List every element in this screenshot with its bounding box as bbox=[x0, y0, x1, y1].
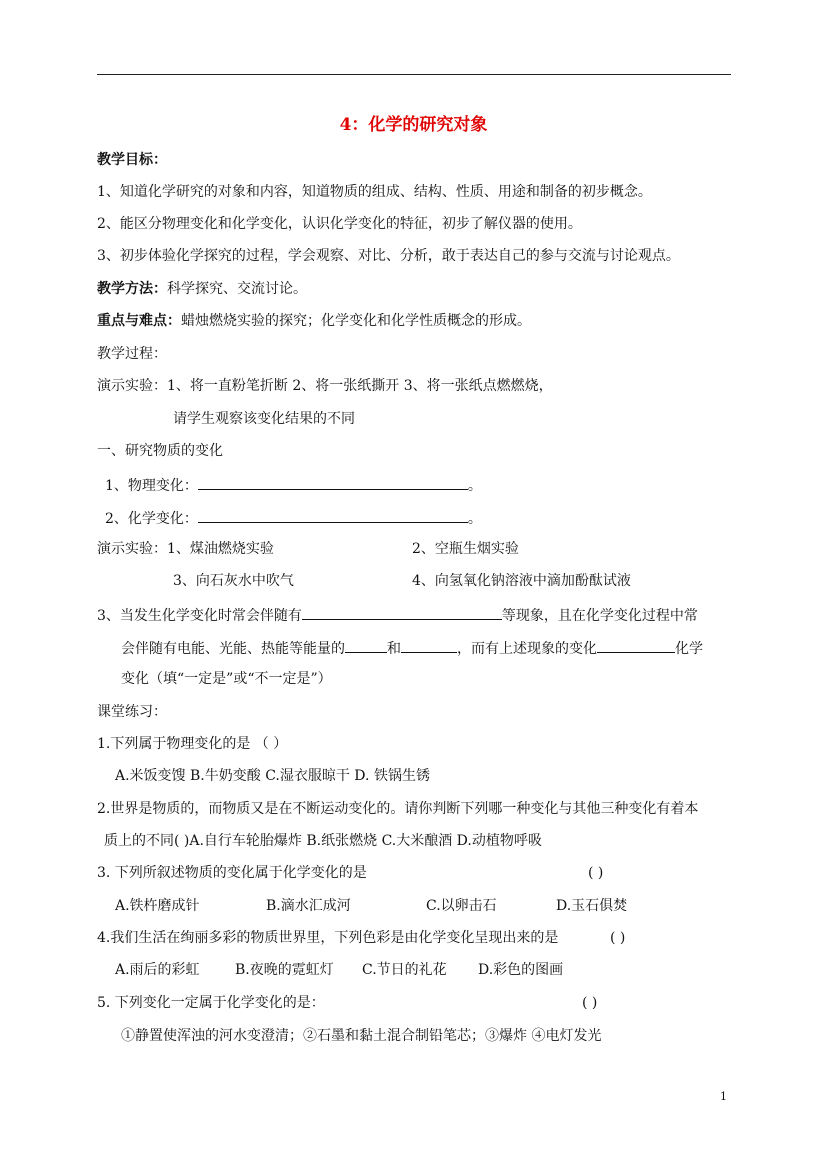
ex3-question: 3. 下列所叙述物质的变化属于化学变化的是 bbox=[97, 865, 367, 881]
ex3-option-b: B.滴水汇成河 bbox=[266, 898, 351, 914]
focus-text: 蜡烛燃烧实验的探究；化学变化和化学性质概念的形成。 bbox=[181, 313, 531, 329]
chemical-line bbox=[105, 508, 482, 528]
goal-item-1: 1、知道化学研究的对象和内容，知道物质的组成、结构、性质、用途和制备的初步概念。 bbox=[97, 184, 652, 200]
header-rule bbox=[97, 74, 731, 75]
q3-text-5: ，而有上述现象的变化 bbox=[457, 641, 597, 657]
q3-line3: 变化（填“一定是”或“不一定是”） bbox=[121, 671, 332, 687]
q3-blank-4[interactable] bbox=[597, 638, 675, 653]
demo2-item-c: 3、向石灰水中吹气 bbox=[173, 573, 294, 589]
q3-blank-3[interactable] bbox=[401, 638, 457, 653]
q3-line1 bbox=[97, 605, 698, 625]
ex4-option-c: C.节日的礼花 bbox=[362, 962, 447, 978]
method-text: 科学探究、交流讨论。 bbox=[167, 281, 307, 297]
page-title: 4：化学的研究对象 bbox=[339, 115, 488, 135]
focus-label: 重点与难点： bbox=[97, 313, 181, 329]
q3-line2 bbox=[121, 638, 703, 658]
ex4-question: 4.我们生活在绚丽多彩的物质世界里，下列色彩是由化学变化呈现出来的是 bbox=[97, 930, 559, 946]
goal-item-3: 3、初步体验化学探究的过程，学会观察、对比、分析，敢于表达自己的参与交流与讨论观点。 bbox=[97, 248, 680, 264]
chemical-blank[interactable] bbox=[198, 508, 468, 523]
method-label: 教学方法： bbox=[97, 281, 167, 297]
focus-line bbox=[97, 312, 531, 330]
physical-line bbox=[105, 475, 482, 495]
ex3-option-d: D.玉石俱焚 bbox=[556, 898, 628, 914]
ex3-option-a: A.铁杵磨成针 bbox=[115, 898, 200, 914]
demo2-item-d: 4、向氢氧化钠溶液中滴加酚酞试液 bbox=[412, 573, 631, 589]
physical-blank[interactable] bbox=[198, 475, 468, 490]
goals-heading: 教学目标： bbox=[97, 152, 167, 168]
q3-text-1: 3、当发生化学变化时常会伴随有 bbox=[97, 608, 302, 624]
section-heading: 一、研究物质的变化 bbox=[97, 443, 223, 459]
physical-label: 1、物理变化： bbox=[105, 478, 198, 494]
q3-text-6: 化学 bbox=[675, 641, 703, 657]
demo1-line2: 请学生观察该变化结果的不同 bbox=[173, 411, 355, 427]
method-line bbox=[97, 280, 307, 298]
chemical-label: 2、化学变化： bbox=[105, 511, 198, 527]
q3-blank-1[interactable] bbox=[302, 605, 502, 620]
ex1-options: A.米饭变馊 B.牛奶变酸 C.湿衣服晾干 D. 铁锅生锈 bbox=[115, 768, 430, 784]
process-heading: 教学过程： bbox=[97, 346, 167, 362]
ex4-option-a: A.雨后的彩虹 bbox=[115, 962, 200, 978]
demo2-label: 演示实验： bbox=[97, 541, 167, 557]
ex3-option-c: C.以卵击石 bbox=[426, 898, 497, 914]
q3-text-2: 等现象，且在化学变化过程中常 bbox=[501, 608, 698, 624]
q3-text-3: 会伴随有电能、光能、热能等能量的 bbox=[121, 641, 345, 657]
practice-heading: 课堂练习： bbox=[97, 704, 167, 720]
ex3-answer-paren: ( ) bbox=[588, 865, 604, 881]
ex1-question: 1.下列属于物理变化的是 （ ） bbox=[97, 736, 288, 752]
physical-end: 。 bbox=[467, 478, 482, 494]
ex4-option-b: B.夜晚的霓虹灯 bbox=[235, 962, 334, 978]
ex5-answer-paren: ( ) bbox=[582, 995, 598, 1011]
ex5-options: ①静置使浑浊的河水变澄清；②石墨和黏土混合制铅笔芯；③爆炸 ④电灯发光 bbox=[121, 1028, 602, 1044]
q3-blank-2[interactable] bbox=[345, 638, 387, 653]
ex5-question: 5. 下列变化一定属于化学变化的是： bbox=[97, 995, 325, 1011]
ex4-answer-paren: ( ) bbox=[610, 930, 626, 946]
ex4-option-d: D.彩色的图画 bbox=[478, 962, 564, 978]
goal-item-2: 2、能区分物理变化和化学变化，认识化学变化的特征，初步了解仪器的使用。 bbox=[97, 216, 582, 232]
demo2-item-b: 2、空瓶生烟实验 bbox=[412, 541, 519, 557]
page-number: 1 bbox=[720, 1090, 727, 1103]
q3-text-4: 和 bbox=[387, 641, 401, 657]
chemical-end: 。 bbox=[467, 511, 482, 527]
ex2-question-line2: 质上的不同( )A.自行车轮胎爆炸 B.纸张燃烧 C.大米酿酒 D.动植物呼吸 bbox=[104, 833, 542, 849]
ex2-question-line1: 2.世界是物质的，而物质又是在不断运动变化的。请你判断下列哪一种变化与其他三种变化有着本 bbox=[97, 801, 699, 817]
demo2-item-a: 1、煤油燃烧实验 bbox=[167, 541, 274, 557]
demo1-line1: 演示实验：1、将一直粉笔折断 2、将一张纸撕开 3、将一张纸点燃燃烧， bbox=[97, 378, 553, 394]
